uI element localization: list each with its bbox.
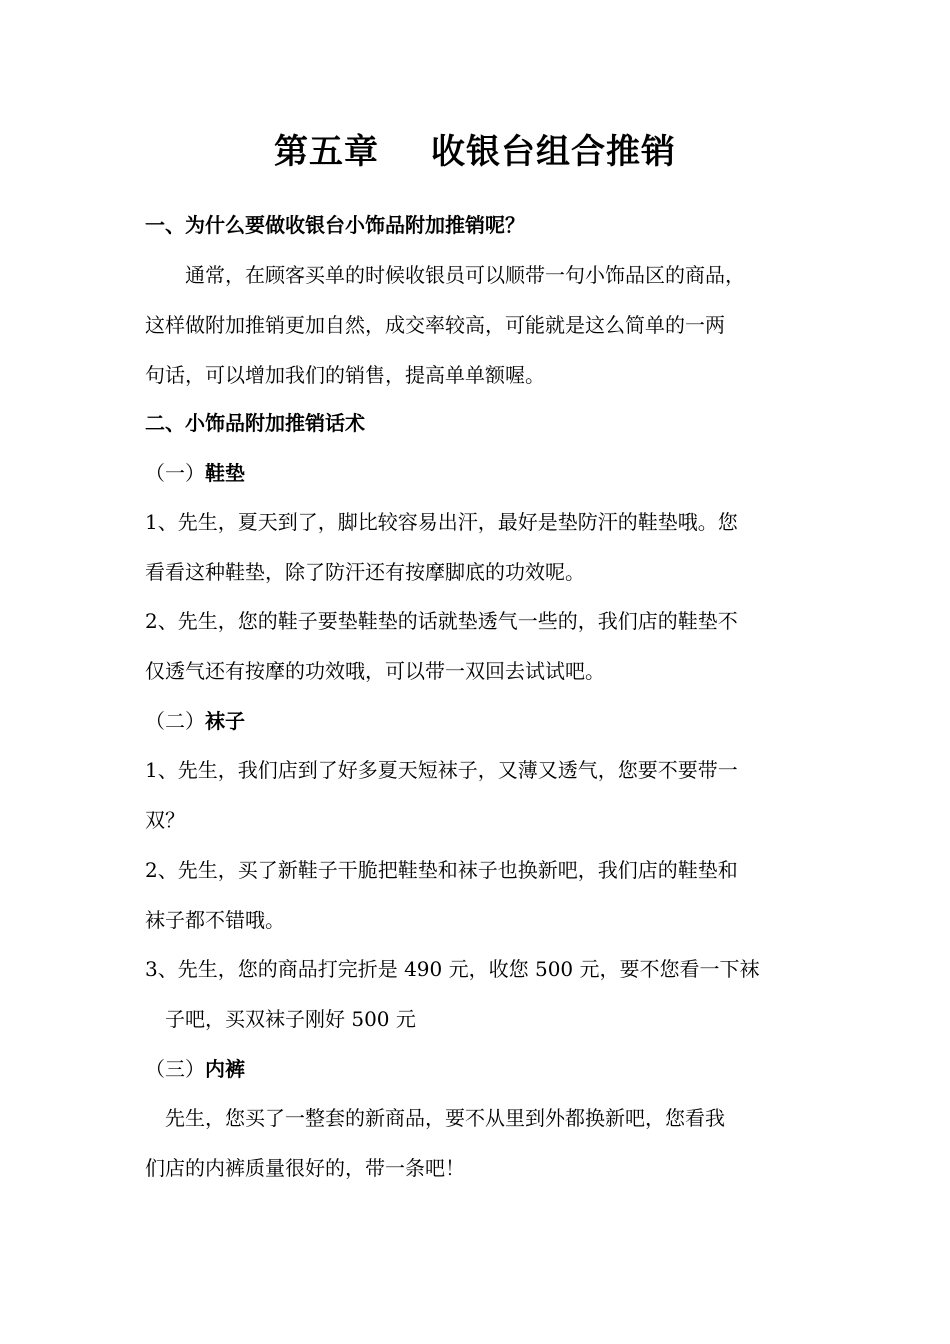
section-1-heading: 一、为什么要做收银台小饰品附加推销呢？: [145, 213, 525, 237]
subsection-3-paragraph: 先生，您买了一整套的新商品，要不从里到外都换新吧，您看我 们店的内裤质量很好的，带一条吧！: [145, 1106, 725, 1180]
chapter-number: 第五章: [274, 132, 379, 172]
subsection-name: 鞋垫: [205, 461, 245, 485]
subsection-prefix: （二）: [145, 709, 205, 733]
section-2-heading: 二、小饰品附加推销话术: [145, 411, 365, 435]
subsection-2-item-1: 1、先生，我们店到了好多夏天短袜子，又薄又透气，您要不要带一 双？: [145, 758, 738, 832]
subsection-1-heading: [145, 448, 810, 498]
chapter-title: [0, 128, 950, 176]
subsection-prefix: （三）: [145, 1057, 205, 1081]
subsection-prefix: （一）: [145, 461, 205, 485]
subsection-2-heading: [145, 696, 810, 746]
section-1-paragraph: [145, 250, 810, 400]
subsection-2-item-2: 2、先生，买了新鞋子干脆把鞋垫和袜子也换新吧，我们店的鞋垫和 袜子都不错哦。: [145, 858, 738, 932]
subsection-1-item-2: 2、先生，您的鞋子要垫鞋垫的话就垫透气一些的，我们店的鞋垫不 仅透气还有按摩的功效哦，可以带一双回去试试吧。: [145, 609, 738, 683]
subsection-1-item-1: 1、先生，夏天到了，脚比较容易出汗，最好是垫防汗的鞋垫哦。您 看看这种鞋垫，除了防汗还有按摩脚底的功效呢。: [145, 510, 738, 584]
paragraph-line: 句话，可以增加我们的销售，提高单单额喔。: [145, 363, 545, 387]
subsection-3-heading: [145, 1044, 810, 1094]
paragraph-line: 通常，在顾客买单的时候收银员可以顺带一句小饰品区的商品，: [145, 263, 745, 287]
subsection-name: 内裤: [205, 1057, 245, 1081]
chapter-name: 收银台组合推销: [431, 132, 676, 172]
subsection-name: 袜子: [205, 709, 245, 733]
subsection-2-item-3: 3、先生，您的商品打完折是 490 元，收您 500 元，要不您看一下袜 子吧，买双袜子刚好 500 元: [145, 957, 760, 1031]
paragraph-line: 这样做附加推销更加自然，成交率较高，可能就是这么简单的一两: [145, 313, 725, 337]
